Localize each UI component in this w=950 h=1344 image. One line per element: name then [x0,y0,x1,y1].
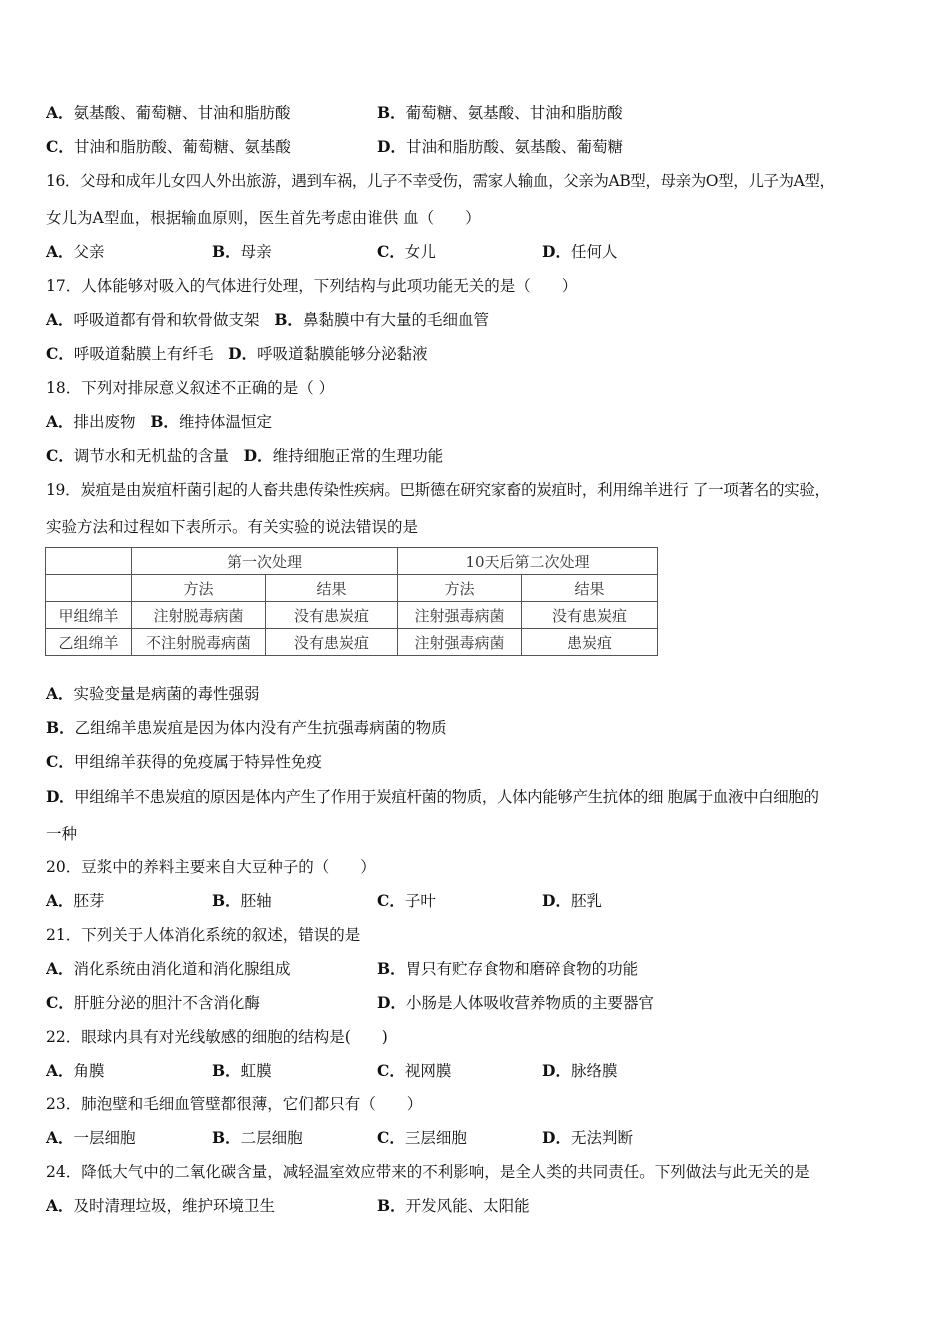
q23-option-b: B．二层细胞 [212,1128,303,1147]
q22-option-a: A．角膜 [46,1061,105,1080]
table-header-row [46,548,658,575]
table-subheader-method: 方法 [132,575,266,602]
q23-stem: 23．肺泡壁和毛细血管壁都很薄，它们都只有（ ） [46,1095,423,1113]
q16-option-a: A．父亲 [46,242,105,261]
experiment-table [45,547,658,656]
table-cell-group: 甲组绵羊 [46,602,132,629]
q21-option-a: A．消化系统由消化道和消化腺组成 [46,959,291,978]
q15-option-d: D．甘油和脂肪酸、氨基酸、葡萄糖 [377,137,623,156]
table-cell-group: 乙组绵羊 [46,629,132,656]
table-subheader-row [46,575,658,602]
q22-option-d: D．脉络膜 [542,1061,618,1080]
table-cell: 注射强毒病菌 [398,602,522,629]
q22-option-b: B．虹膜 [212,1061,272,1080]
q24-option-a: A．及时清理垃圾，维护环境卫生 [46,1196,276,1215]
table-cell: 没有患炭疽 [266,602,398,629]
q21-option-b: B．胃只有贮存食物和磨碎食物的功能 [377,959,639,978]
table-corner-cell [46,548,132,575]
q24-option-b: B．开发风能、太阳能 [377,1196,530,1215]
q19-option-b: B．乙组绵羊患炭疽是因为体内没有产生抗强毒病菌的物质 [46,718,447,737]
q17-options-row1: A．呼吸道都有骨和软骨做支架 B．鼻黏膜中有大量的毛细血管 [46,310,489,329]
q16-stem-line1: 16．父母和成年儿女四人外出旅游，遇到车祸，儿子不幸受伤，需家人输血，父亲为AB型，母亲为O型，儿子为A型， [46,172,835,190]
q20-option-a: A．胚芽 [46,891,105,910]
q23-option-d: D．无法判断 [542,1128,633,1147]
q19-option-c: C．甲组绵羊获得的免疫属于特异性免疫 [46,752,322,771]
table-subheader-result: 结果 [266,575,398,602]
table-row [46,602,658,629]
table-header-first-treatment: 第一次处理 [132,548,398,575]
q21-option-d: D．小肠是人体吸收营养物质的主要器官 [377,993,654,1012]
q19-stem-line2: 实验方法和过程如下表所示。有关实验的说法错误的是 [46,518,419,536]
table-header-second-treatment: 10天后第二次处理 [398,548,658,575]
q22-option-c: C．视网膜 [377,1061,452,1080]
q19-option-a: A．实验变量是病菌的毒性强弱 [46,684,260,703]
q23-option-a: A．一层细胞 [46,1128,136,1147]
table-cell: 没有患炭疽 [522,602,658,629]
q15-option-b: B．葡萄糖、氨基酸、甘油和脂肪酸 [377,103,623,122]
q15-option-a: A．氨基酸、葡萄糖、甘油和脂肪酸 [46,103,291,122]
q18-options-row1: A．排出废物 B．维持体温恒定 [46,412,272,431]
q18-stem: 18．下列对排尿意义叙述不正确的是（ ） [46,379,335,397]
q16-stem-line2: 女儿为A型血，根据输血原则，医生首先考虑由谁供 血（ ） [46,209,481,227]
table-cell: 没有患炭疽 [266,629,398,656]
q19-option-d: D．甲组绵羊不患炭疽的原因是体内产生了作用于炭疽杆菌的物质，人体内能够产生抗体的细 胞属于血液中白细胞的 [46,787,819,806]
q16-option-b: B．母亲 [212,242,272,261]
q20-option-b: B．胚轴 [212,891,272,910]
q18-options-row2: C．调节水和无机盐的含量 D．维持细胞正常的生理功能 [46,446,444,465]
table-subheader-result: 结果 [522,575,658,602]
q21-stem: 21．下列关于人体消化系统的叙述，错误的是 [46,926,361,944]
q20-option-c: C．子叶 [377,891,436,910]
q21-option-c: C．肝脏分泌的胆汁不含消化酶 [46,993,260,1012]
q19-option-d-continued: 一种 [46,825,78,843]
q22-stem: 22．眼球内具有对光线敏感的细胞的结构是( ) [46,1028,388,1046]
q17-stem: 17．人体能够对吸入的气体进行处理，下列结构与此项功能无关的是（ ） [46,277,578,295]
table-subheader-method: 方法 [398,575,522,602]
q20-option-d: D．胚乳 [542,891,602,910]
q16-option-d: D．任何人 [542,242,618,261]
q24-stem: 24．降低大气中的二氧化碳含量，减轻温室效应带来的不利影响，是全人类的共同责任。下列做法与此无关的是 [46,1163,810,1181]
q20-stem: 20．豆浆中的养料主要来自大豆种子的（ ） [46,858,376,876]
table-cell: 不注射脱毒病菌 [132,629,266,656]
q23-option-c: C．三层细胞 [377,1128,467,1147]
table-row [46,629,658,656]
q15-option-c: C．甘油和脂肪酸、葡萄糖、氨基酸 [46,137,291,156]
q17-options-row2: C．呼吸道黏膜上有纤毛 D．呼吸道黏膜能够分泌黏液 [46,344,428,363]
table-cell: 注射强毒病菌 [398,629,522,656]
table-cell: 注射脱毒病菌 [132,602,266,629]
q19-stem-line1: 19．炭疽是由炭疽杆菌引起的人畜共患传染性疾病。巴斯德在研究家畜的炭疽时，利用绵羊进行 了一项著名的实验， [46,481,830,499]
table-cell: 患炭疽 [522,629,658,656]
q16-option-c: C．女儿 [377,242,436,261]
table-corner-cell [46,575,132,602]
